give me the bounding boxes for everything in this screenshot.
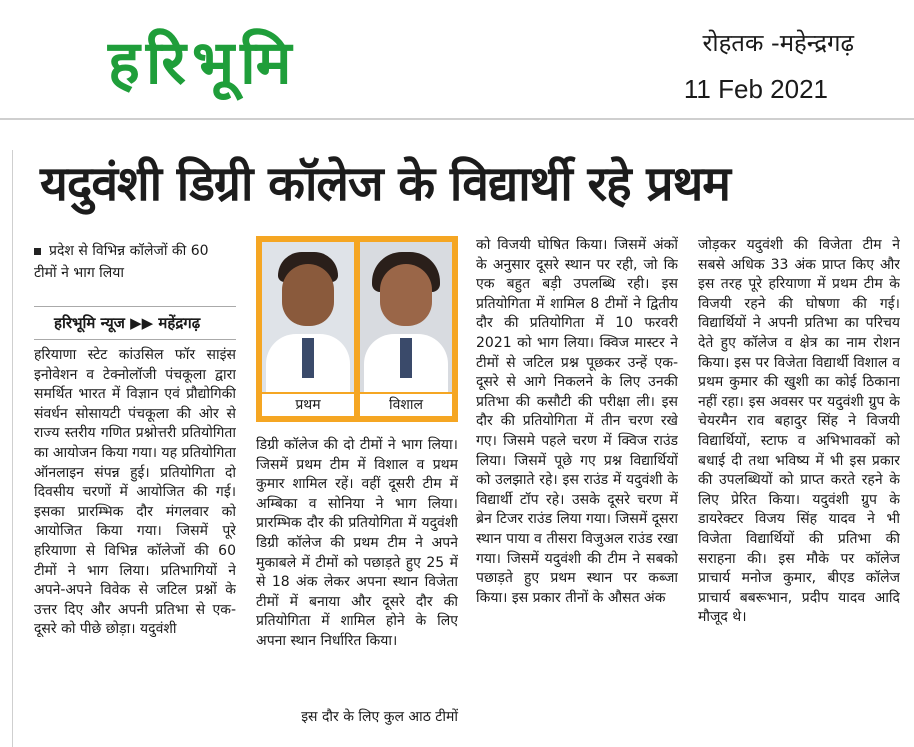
summary-bullet bbox=[34, 240, 234, 284]
article-column-2-end bbox=[256, 708, 458, 728]
photo-caption-2: विशाल bbox=[360, 394, 452, 416]
article-column-1 bbox=[34, 346, 236, 736]
page-edge bbox=[0, 150, 13, 747]
article-column-2 bbox=[256, 436, 458, 694]
header-divider bbox=[0, 118, 914, 120]
column-2-text: डिग्री कॉलेज की दो टीमों ने भाग लिया। जिसमें प्रथम टीम में विशाल व प्रथम कुमार शामिल रहें। वहीं दूसरी टीम में अम्बिका व सोनिया ने भाग लिया। प्रारम्भिक दौर की प्रतियोगिता में यदुवंशी डिग्री कॉलेज की प्रथम टीम ने अपने मुकाबले में टीमों को पछाड़ते हुए 25 में से 18 अंक लेकर अपना स्थान विजेता टीमों में बनाया और दूसरे दौर की प्रतियोगिता में शामिल होने के लिए अपना स्थान निर्धारित किया। bbox=[256, 437, 458, 649]
summary-text: प्रदेश से विभिन्न कॉलेजों की 60 टीमों ने भाग लिया bbox=[34, 243, 209, 281]
column-4-text: जोड़कर यदुवंशी की विजेता टीम ने सबसे अधिक 33 अंक प्राप्त किए और इस तरह पूरे हरियाणा में प्रथम टीम के विजयी रहने की घोषणा की गई। विद्यार्थियों ने अपनी प्रतिभा का परिचय देते हुए कॉलेज व क्षेत्र का नाम रोशन किया। इस पर विजेता विद्यार्थी विशाल व प्रथम कुमार की खुशी का कोई ठिकाना नहीं रहा। इस अवसर पर यदुवंशी ग्रुप के चेयरमैन राव बहादुर सिंह ने विजयी विद्यार्थियों, स्टाफ व अभिभावकों को बधाई दी तथा भविष्य में भी इस प्रकार की उपलब्धियों को प्राप्त करते रहने के लिए प्रेरित किया। यदुवंशी ग्रुप के डायरेक्टर विजय सिंह यादव ने भी विजेता विद्यार्थियों की प्रतिभा की सराहना की। इस मौके पर कॉलेज प्राचार्य मनोज कुमार, बीएड कॉलेज प्राचार्य बबरूभान, प्रदीप यादव आदि मौजूद थे। bbox=[698, 237, 900, 626]
student-photo-vishal bbox=[360, 242, 452, 392]
photo-caption-1: प्रथम bbox=[262, 394, 354, 416]
face-shape bbox=[380, 264, 432, 326]
byline: हरिभूमि न्यूज ▶▶ महेंद्रगढ़ bbox=[34, 306, 236, 340]
column-2-last-line: इस दौर के लिए कुल आठ टीमों bbox=[301, 709, 458, 725]
column-3-text: को विजयी घोषित किया। जिसमें अंकों के अनुसार दूसरे स्थान पर रही, जो कि एक बहुत बड़ी उपलब्धि रही। इस प्रतियोगिता में शामिल 8 टीमों ने द्वितीय दौर की प्रतियोगिता में 10 फरवरी 2021 को भाग लिया। क्विज मास्टर ने टीमों से जटिल प्रश्न पूछकर उन्हें एक-दूसरे से आगे निकलने के लिए उनकी प्रतिभा की कसौटी की परीक्षा ली। इस दौर की प्रतियोगिता में तीन चरण रखे गए। जिसमे पहले चरण में क्विज राउंड लिया। जिसमें पूछे गए प्रश्न विद्यार्थियों को उलझाते रहे। इस राउंड में यदुवंशी के विद्यार्थी टॉप रहे। उसके दूसरे चरण में ब्रेन टिजर राउंड लिया गया। जिसमें दूसरा स्थान पाया व तीसरा विजुअल राउंड रखा गया। जिसमें यदुवंशी की टीम ने सबको पछाड़ते हुए प्रथम स्थान पर कब्जा किया। इस प्रकार तीनों के औसत अंक bbox=[476, 237, 678, 606]
tie-shape bbox=[400, 338, 412, 378]
bullet-square-icon bbox=[34, 248, 41, 255]
face-shape bbox=[282, 264, 334, 326]
tie-shape bbox=[302, 338, 314, 378]
article-column-3 bbox=[476, 236, 678, 736]
article-column-4 bbox=[698, 236, 900, 736]
edition-label: रोहतक -महेन्द्रगढ़ bbox=[702, 29, 854, 57]
newspaper-logo: हरिभूमि bbox=[108, 28, 298, 98]
student-photo-pratham bbox=[262, 242, 354, 392]
column-1-text: हरियाणा स्टेट कांउसिल फॉर साइंस इनोवेशन व टेक्नोलॉजी पंचकूला द्वारा समर्थित भारत में विज्ञान एवं प्रौद्योगिकी संवर्धन सोसायटी पंचकूला की ओर से राज्य स्तरीय गणित प्रश्नोत्तरी प्रतियोगिता का आयोजन किया गया। यह प्रतियोगिता ऑनलाइन संपन्न हुई। प्रतियोगिता दो दिवसीय चरणों में आयोजित की गई। इसका प्रारम्भिक दौर मंगलवार को आयोजित किया गया। जिसमें पूरे हरियाणा से विभिन्न कॉलेजों की 60 टीमों ने भाग लिया। प्रतिभागियों ने अपने-अपने विवेक से जटिल प्रश्नों के उत्तर दिए और अपनी प्रतिभा से एक-दूसरे को पीछे छोड़ा। यदुवंशी bbox=[34, 347, 236, 638]
student-photos bbox=[256, 236, 458, 422]
article-headline: यदुवंशी डिग्री कॉलेज के विद्यार्थी रहे प्रथम bbox=[40, 156, 730, 212]
edition-date: 11 Feb 2021 bbox=[683, 74, 828, 104]
